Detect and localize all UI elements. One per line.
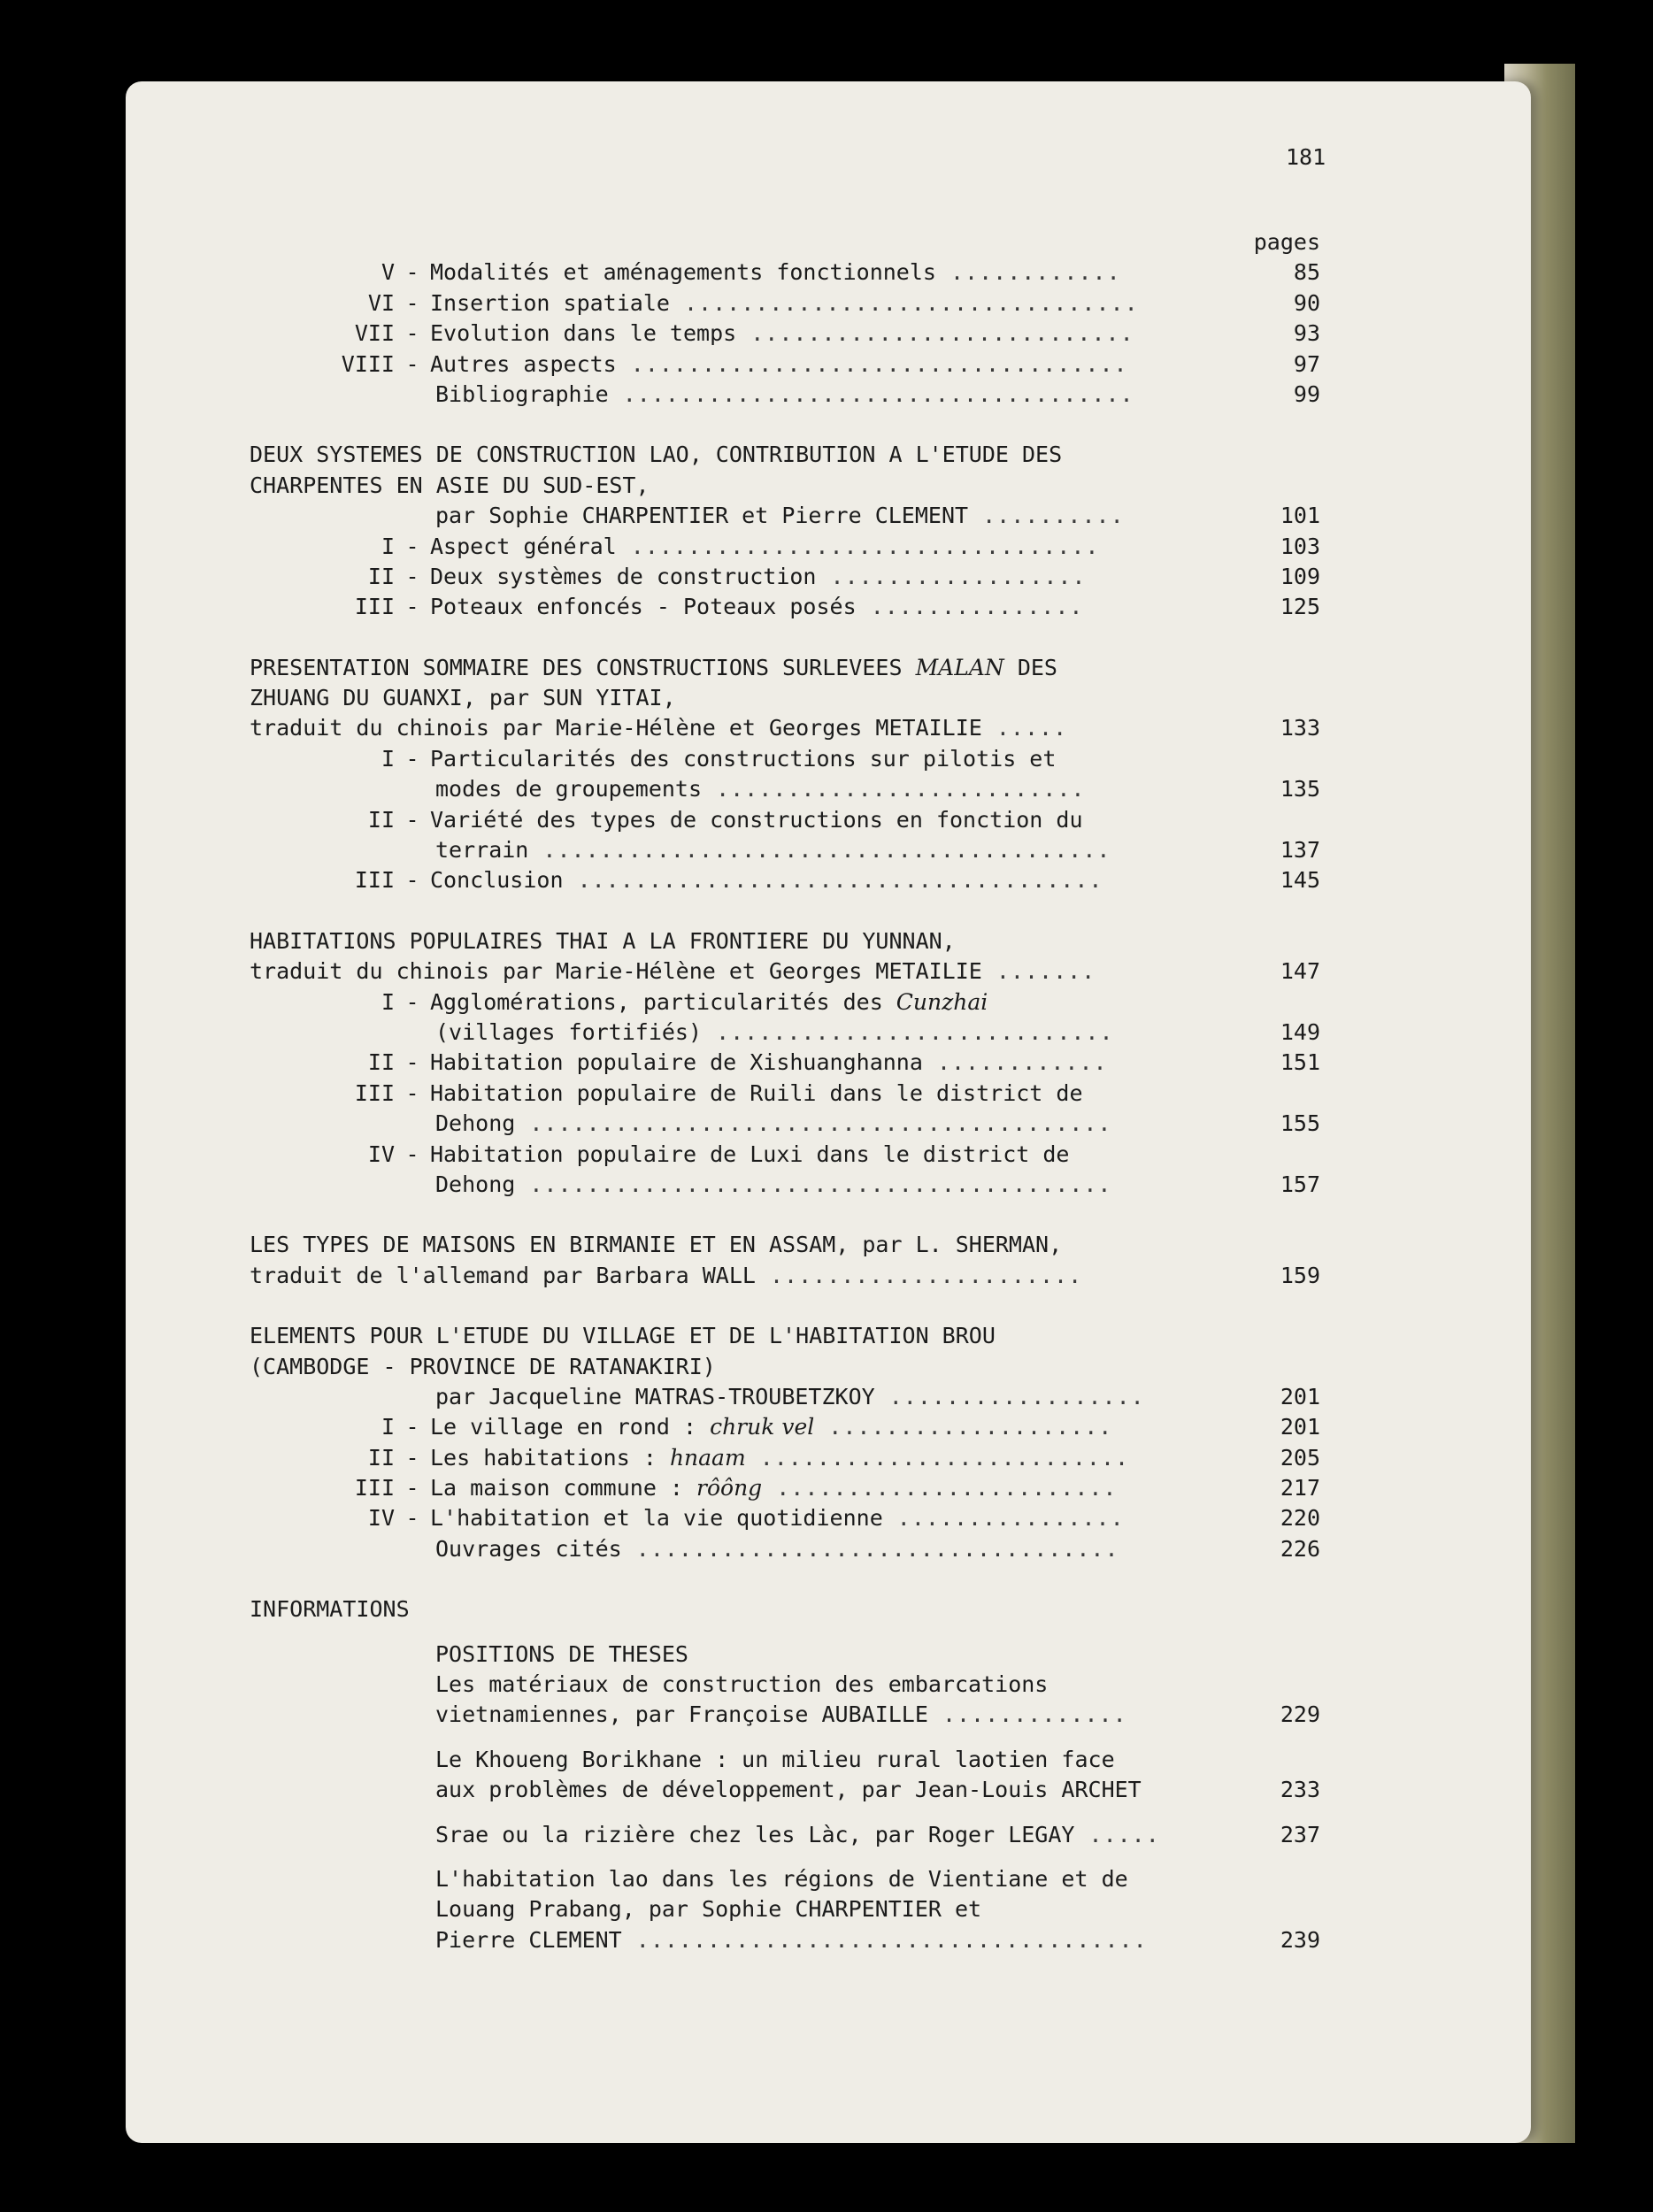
dot-leader: ................ [882, 1505, 1125, 1532]
entry-text: Les habitations : [430, 1444, 670, 1471]
toc-entry-body [250, 1412, 1112, 1442]
dot-leader: .................. [874, 1383, 1145, 1409]
toc-section-title [250, 683, 1320, 713]
dash-separator: - [405, 988, 419, 1015]
toc-section-title [250, 1261, 1320, 1291]
toc-entry-body [435, 501, 1125, 531]
toc-entry [250, 380, 1320, 410]
toc-entry [250, 257, 1320, 288]
entry-text: CHARPENTES EN ASIE DU SUD-EST, [250, 472, 650, 498]
roman-numeral: IV [367, 1505, 395, 1532]
toc-section-title [250, 440, 1320, 470]
toc-entry [250, 349, 1320, 380]
toc-entry-body [250, 288, 1139, 319]
dot-leader: ........................................ [528, 837, 1111, 864]
toc-entry [250, 835, 1320, 865]
dash-separator: - [405, 867, 419, 894]
page-ref: 157 [1280, 1171, 1320, 1197]
dash-separator: - [405, 350, 419, 377]
dot-leader: ................................. [616, 533, 1100, 559]
toc-section-title [250, 713, 1320, 743]
entry-text: Deux systèmes de construction [430, 563, 817, 589]
page-ref: 135 [1280, 776, 1320, 803]
toc-entry-body [435, 1534, 1119, 1564]
dash-separator: - [405, 1475, 419, 1502]
roman-numeral: V [381, 259, 395, 286]
toc-section-title [250, 1321, 1320, 1351]
dash-separator: - [405, 320, 419, 347]
dash-separator: - [405, 1079, 419, 1106]
toc-entry-body [435, 380, 1134, 410]
page-number: 181 [1286, 144, 1326, 170]
toc-entry-body [250, 744, 1056, 774]
table-of-contents [250, 227, 1320, 1955]
roman-numeral: IV [367, 1141, 395, 1167]
toc-entry [250, 865, 1320, 895]
dot-leader: ............... [856, 594, 1084, 620]
toc-entry [250, 501, 1320, 531]
toc-entry-body [435, 1382, 1145, 1412]
toc-entry-body [250, 683, 676, 713]
toc-entry-body [435, 1640, 688, 1670]
toc-entry-body [250, 349, 1128, 380]
toc-section-title [250, 956, 1320, 987]
toc-entry [250, 1443, 1320, 1473]
toc-entry-body [250, 1473, 1118, 1503]
dot-leader: ............ [935, 259, 1121, 286]
entry-text: ZHUANG DU GUANXI, par SUN YITAI, [250, 685, 676, 711]
dot-leader: ................................... [616, 350, 1128, 377]
toc-entry-body [435, 1775, 1142, 1805]
toc-entry-body [250, 471, 650, 501]
toc-entry-body [250, 257, 1121, 288]
entry-text: traduit de l'allemand par Barbara WALL [250, 1262, 756, 1288]
dot-leader: ..... [1074, 1821, 1160, 1847]
dot-leader: ..... [981, 715, 1068, 741]
entry-text: vietnamiennes, par Françoise AUBAILLE [435, 1701, 928, 1728]
toc-entry-body [250, 1321, 996, 1351]
dot-leader: .................................... [621, 1926, 1148, 1953]
toc-entry [250, 1140, 1320, 1170]
toc-entry [250, 1864, 1320, 1894]
page-ref: 201 [1280, 1383, 1320, 1409]
entry-text: Evolution dans le temps [430, 320, 737, 347]
page-ref: 239 [1280, 1926, 1320, 1953]
toc-entry [250, 1473, 1320, 1503]
dot-leader: ...................... [755, 1262, 1083, 1288]
dot-leader: ........................... [736, 320, 1134, 347]
entry-text: Autres aspects [430, 350, 617, 377]
entry-text: par Jacqueline MATRAS-TROUBETZKOY [435, 1383, 875, 1409]
page-ref: 237 [1280, 1821, 1320, 1847]
toc-section-title [250, 653, 1320, 683]
page-ref: 85 [1293, 259, 1320, 286]
toc-entry-body [250, 1503, 1125, 1533]
entry-text: Srae ou la rizière chez les Làc, par Roger LEGAY [435, 1821, 1075, 1847]
toc-entry-body [250, 592, 1083, 622]
italic-term: chruk vel [710, 1414, 815, 1440]
toc-entry-body [250, 1594, 410, 1624]
toc-entry-body [250, 1352, 716, 1382]
entry-text: Pierre CLEMENT [435, 1926, 622, 1953]
toc-entry-body [250, 805, 1083, 835]
toc-entry-body [250, 1140, 1069, 1170]
roman-numeral: VIII [341, 350, 395, 377]
toc-entry-body [250, 440, 1062, 470]
entry-text: Variété des types de constructions en fonction du [430, 806, 1083, 833]
dot-leader: ......................................... [515, 1171, 1112, 1197]
entry-text: Insertion spatiale [430, 289, 670, 316]
entry-text: Le Khoueng Borikhane : un milieu rural laotien face [435, 1746, 1115, 1772]
page-ref: 145 [1280, 867, 1320, 894]
toc-entry-body [250, 713, 1067, 743]
dash-separator: - [405, 259, 419, 286]
toc-entry [250, 1503, 1320, 1533]
roman-numeral: II [367, 563, 395, 589]
dash-separator: - [405, 289, 419, 316]
entry-text: traduit du chinois par Marie-Hélène et Georges METAILIE [250, 958, 982, 985]
toc-entry [250, 1640, 1320, 1670]
dash-separator: - [405, 1505, 419, 1532]
toc-entry-body [435, 1864, 1128, 1894]
roman-numeral: VI [367, 289, 395, 316]
entry-text: Louang Prabang, par Sophie CHARPENTIER et [435, 1896, 982, 1923]
toc-entry [250, 1534, 1320, 1564]
entry-text: Bibliographie [435, 380, 609, 407]
toc-entry [250, 1412, 1320, 1442]
dash-separator: - [405, 533, 419, 559]
page-ref: 151 [1280, 1049, 1320, 1076]
roman-numeral: III [354, 867, 395, 894]
entry-text: ELEMENTS POUR L'ETUDE DU VILLAGE ET DE L'HABITATION BROU [250, 1323, 996, 1349]
toc-section-title [250, 926, 1320, 956]
page-ref: 149 [1280, 1018, 1320, 1045]
page-ref: 97 [1293, 350, 1320, 377]
dash-separator: - [405, 806, 419, 833]
pages-column-label: pages [1253, 229, 1320, 255]
toc-section-title [250, 1594, 1320, 1624]
toc-entry [250, 987, 1320, 1018]
dot-leader: ......................................... [515, 1110, 1112, 1137]
toc-entry-body [435, 774, 1085, 804]
entry-text: POSITIONS DE THESES [435, 1640, 688, 1667]
roman-numeral: III [354, 594, 395, 620]
roman-numeral: III [354, 1475, 395, 1502]
entry-text: terrain [435, 837, 529, 864]
toc-entry-body [250, 1079, 1083, 1109]
toc-entry [250, 805, 1320, 835]
entry-text: (CAMBODGE - PROVINCE DE RATANAKIRI) [250, 1353, 716, 1379]
toc-entry-body [435, 1670, 1048, 1700]
page-ref: 233 [1280, 1777, 1320, 1803]
toc-entry-body [435, 1018, 1114, 1048]
italic-term: Cunzhai [896, 988, 988, 1015]
roman-numeral: II [367, 806, 395, 833]
dash-separator: - [405, 1414, 419, 1440]
entry-text: Le village en rond : [430, 1414, 711, 1440]
page-ref: 109 [1280, 563, 1320, 589]
toc-entry-body [250, 653, 1057, 683]
italic-term: rôông [696, 1475, 763, 1502]
entry-text: traduit du chinois par Marie-Hélène et Georges METAILIE [250, 715, 982, 741]
toc-entry-body [250, 562, 1086, 592]
roman-numeral: II [367, 1444, 395, 1471]
entry-text: Particularités des constructions sur pilotis et [430, 745, 1057, 772]
toc-entry [250, 288, 1320, 319]
toc-section-title [250, 471, 1320, 501]
dot-leader: .................. [816, 563, 1087, 589]
roman-numeral: VII [354, 320, 395, 347]
roman-numeral: I [381, 533, 395, 559]
toc-entry [250, 1700, 1320, 1730]
toc-entry-body [435, 1925, 1148, 1955]
dot-leader: ............. [927, 1701, 1127, 1728]
dash-separator: - [405, 1141, 419, 1167]
toc-entry-body [250, 1443, 1129, 1473]
toc-entry-body [435, 1170, 1111, 1200]
toc-section-title [250, 1230, 1320, 1260]
entry-text-tail: DES [1003, 654, 1057, 680]
entry-text: modes de groupements [435, 776, 703, 803]
toc-entry [250, 1048, 1320, 1078]
toc-entry-body [250, 956, 1096, 987]
dot-leader: ....... [981, 958, 1096, 985]
entry-text: par Sophie CHARPENTIER et Pierre CLEMENT [435, 503, 969, 529]
dot-leader: ........................ [762, 1475, 1118, 1502]
toc-entry-body [435, 1820, 1160, 1850]
toc-entry [250, 1745, 1320, 1775]
entry-text: L'habitation et la vie quotidienne [430, 1505, 883, 1532]
toc-entry [250, 592, 1320, 622]
toc-entry-body [435, 1745, 1115, 1775]
dot-leader: ............................ [702, 1018, 1114, 1045]
entry-text: Habitation populaire de Ruili dans le district de [430, 1079, 1083, 1106]
entry-text: Habitation populaire de Luxi dans le district de [430, 1141, 1070, 1167]
toc-entry [250, 1109, 1320, 1139]
roman-numeral: I [381, 745, 395, 772]
pages-header-line [250, 227, 1320, 257]
toc-entry-body [250, 865, 1103, 895]
toc-entry-body [250, 319, 1134, 349]
toc-entry-body [250, 926, 956, 956]
toc-entry [250, 1775, 1320, 1805]
page-ref: 226 [1280, 1535, 1320, 1562]
dot-leader: ................................ [669, 289, 1139, 316]
entry-text: Dehong [435, 1110, 516, 1137]
dot-leader: ............ [922, 1049, 1108, 1076]
page-ref: 101 [1280, 503, 1320, 529]
entry-text: LES TYPES DE MAISONS EN BIRMANIE ET EN ASSAM, par L. SHERMAN, [250, 1232, 1063, 1258]
page-ref: 90 [1293, 289, 1320, 316]
toc-entry [250, 532, 1320, 562]
entry-text: Habitation populaire de Xishuanghanna [430, 1049, 923, 1076]
page-ref: 217 [1280, 1475, 1320, 1502]
toc-entry-body [250, 987, 988, 1018]
roman-numeral: I [381, 988, 395, 1015]
toc-entry-body [435, 1700, 1127, 1730]
page-ref: 147 [1280, 958, 1320, 985]
entry-text: (villages fortifiés) [435, 1018, 703, 1045]
toc-entry [250, 744, 1320, 774]
roman-numeral: I [381, 1414, 395, 1440]
toc-entry [250, 1079, 1320, 1109]
toc-section-title [250, 1352, 1320, 1382]
dot-leader: .................................. [621, 1535, 1119, 1562]
dot-leader: .................... [814, 1414, 1113, 1440]
entry-text: Agglomérations, particularités des [430, 988, 896, 1015]
italic-term: hnaam [669, 1444, 746, 1471]
page-ref: 133 [1280, 715, 1320, 741]
toc-entry [250, 1170, 1320, 1200]
dot-leader: .......................... [745, 1444, 1130, 1471]
toc-entry [250, 1925, 1320, 1955]
toc-entry-body [435, 1109, 1111, 1139]
dash-separator: - [405, 563, 419, 589]
page-ref: 205 [1280, 1444, 1320, 1471]
entry-text: DEUX SYSTEMES DE CONSTRUCTION LAO, CONTRIBUTION A L'ETUDE DES [250, 442, 1063, 468]
toc-entry [250, 1894, 1320, 1924]
page-ref: 201 [1280, 1414, 1320, 1440]
toc-entry [250, 1382, 1320, 1412]
page-ref: 229 [1280, 1701, 1320, 1728]
dot-leader: .......... [968, 503, 1125, 529]
dash-separator: - [405, 1049, 419, 1076]
dash-separator: - [405, 745, 419, 772]
entry-text: PRESENTATION SOMMAIRE DES CONSTRUCTIONS SURLEVEES [250, 654, 916, 680]
entry-text: Modalités et aménagements fonctionnels [430, 259, 936, 286]
page-ref: 159 [1280, 1262, 1320, 1288]
toc-entry [250, 1670, 1320, 1700]
toc-entry-body [250, 1048, 1108, 1078]
page-ref: 155 [1280, 1110, 1320, 1137]
page-ref: 93 [1293, 320, 1320, 347]
entry-text: L'habitation lao dans les régions de Vientiane et de [435, 1865, 1128, 1892]
roman-numeral: III [354, 1079, 395, 1106]
page-ref: 137 [1280, 837, 1320, 864]
entry-text: aux problèmes de développement, par Jean-Louis ARCHET [435, 1777, 1142, 1803]
dash-separator: - [405, 594, 419, 620]
dot-leader: ..................................... [563, 867, 1103, 894]
entry-text: Ouvrages cités [435, 1535, 622, 1562]
toc-entry-body [250, 1261, 1082, 1291]
entry-text: Poteaux enfoncés - Poteaux posés [430, 594, 857, 620]
toc-entry [250, 1018, 1320, 1048]
toc-entry [250, 774, 1320, 804]
roman-numeral: II [367, 1049, 395, 1076]
toc-entry [250, 319, 1320, 349]
toc-entry [250, 562, 1320, 592]
entry-text: Conclusion [430, 867, 564, 894]
toc-entry-body [435, 1894, 981, 1924]
entry-text: HABITATIONS POPULAIRES THAI A LA FRONTIERE DU YUNNAN, [250, 927, 956, 954]
page-ref: 220 [1280, 1505, 1320, 1532]
dot-leader: .......................... [702, 776, 1086, 803]
entry-text: Dehong [435, 1171, 516, 1197]
toc-entries [250, 257, 1320, 1955]
page-ref: 103 [1280, 533, 1320, 559]
entry-text: La maison commune : [430, 1475, 697, 1502]
toc-entry-body [435, 835, 1111, 865]
italic-term: MALAN [915, 654, 1004, 680]
page-ref: 99 [1293, 380, 1320, 407]
entry-text: Aspect général [430, 533, 617, 559]
toc-entry [250, 1820, 1320, 1850]
page-ref: 125 [1280, 594, 1320, 620]
toc-entry-body [250, 532, 1099, 562]
entry-text: INFORMATIONS [250, 1596, 410, 1623]
dot-leader: .................................... [608, 380, 1134, 407]
toc-entry-body [250, 1230, 1062, 1260]
entry-text: Les matériaux de construction des embarcations [435, 1671, 1049, 1698]
dash-separator: - [405, 1444, 419, 1471]
